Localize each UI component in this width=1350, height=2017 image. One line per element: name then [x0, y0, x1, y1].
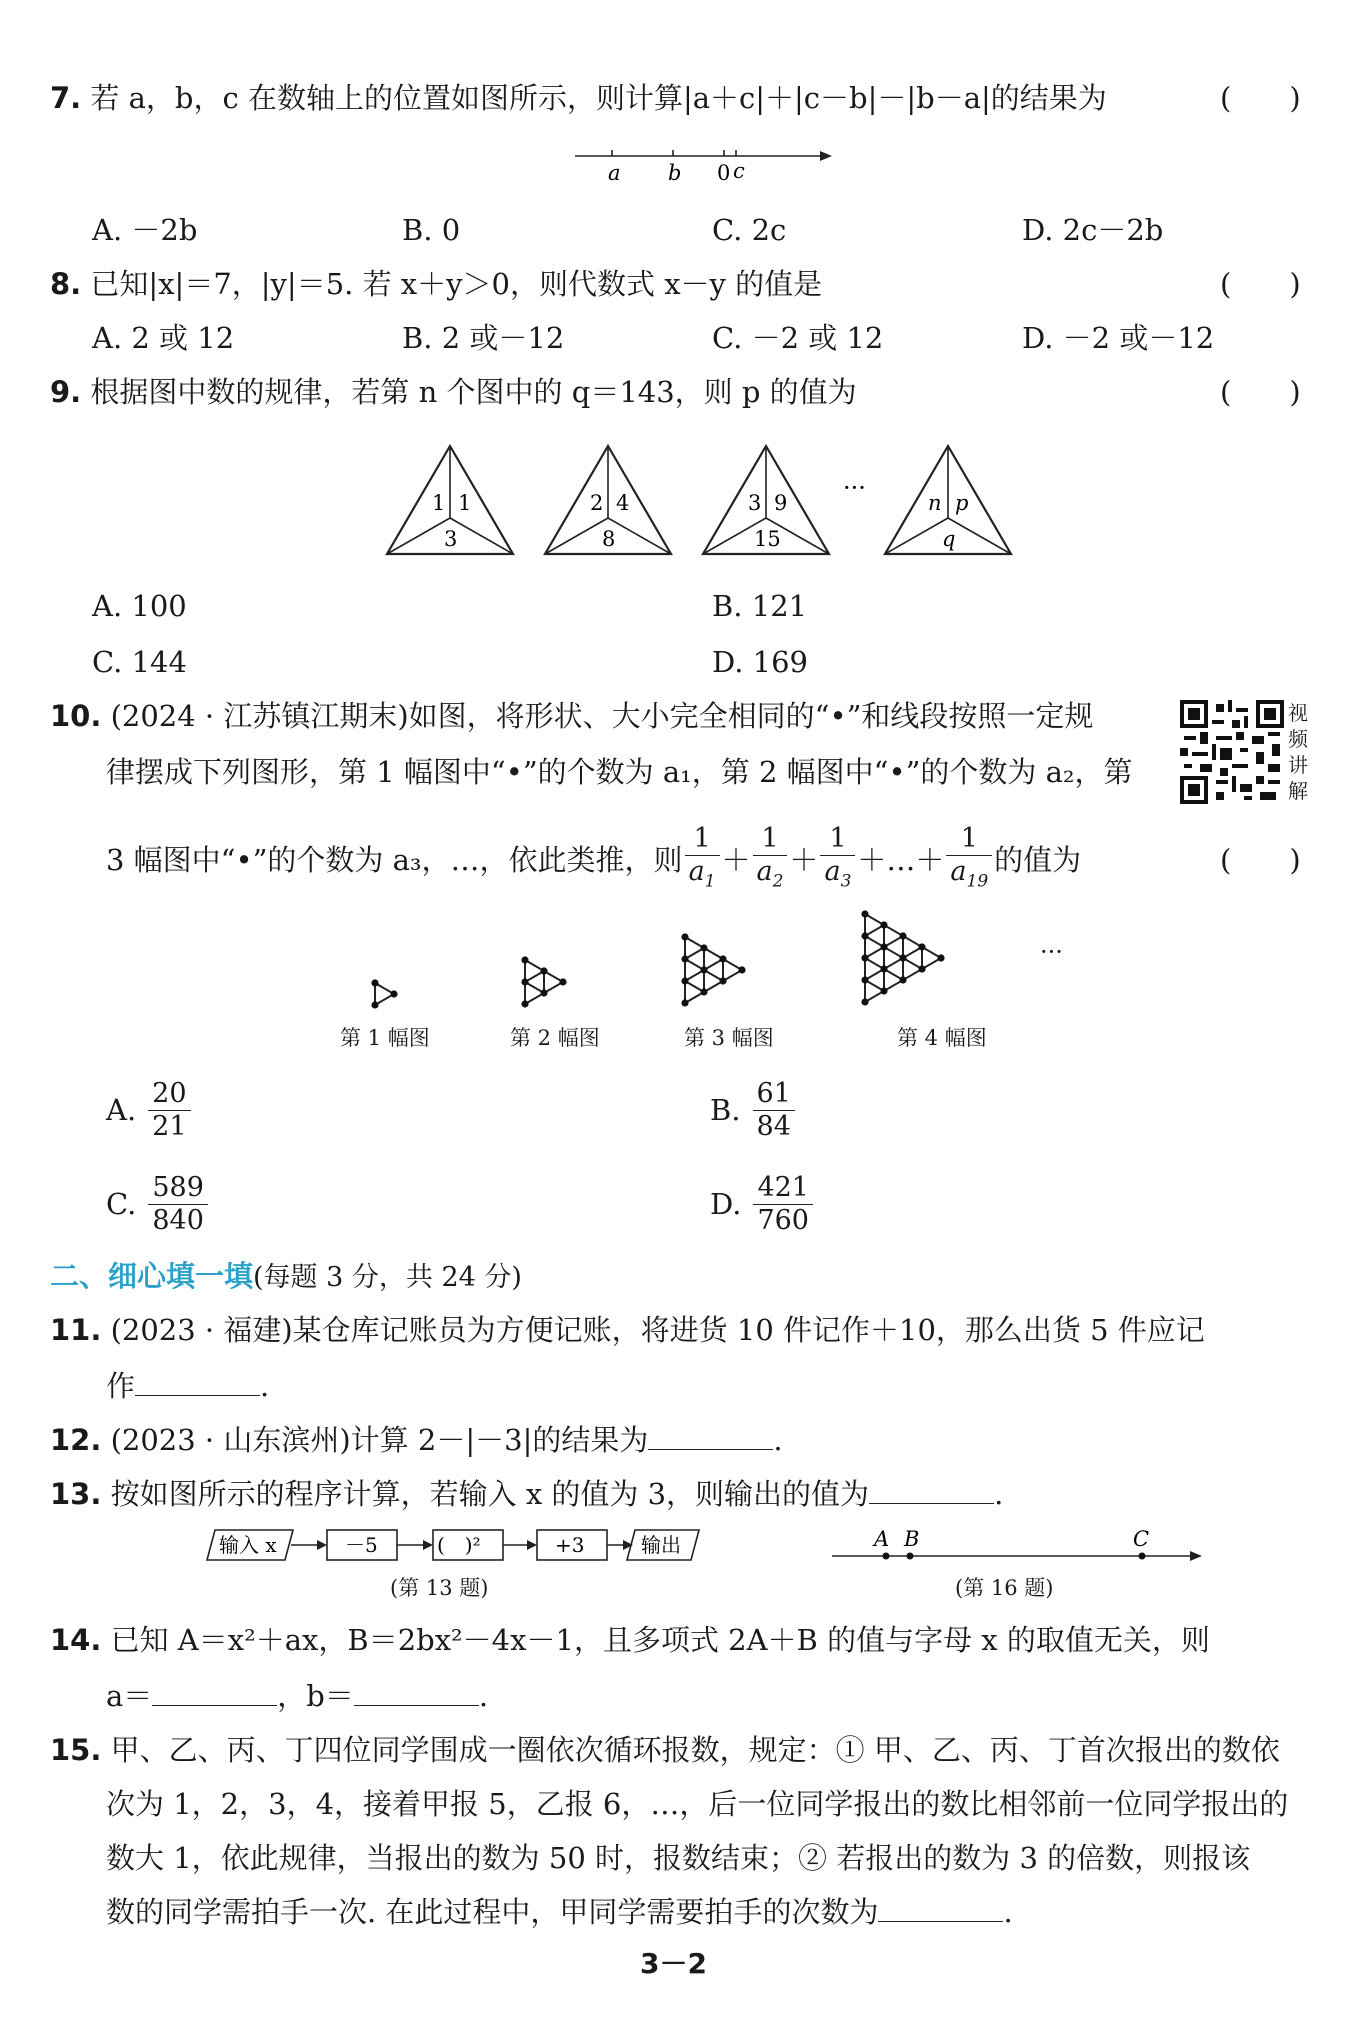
dot [521, 956, 528, 963]
qr-video-label: 视 频 讲 解 [1288, 701, 1308, 803]
label-b: B [904, 1527, 920, 1551]
plus-sign: ＋ [721, 843, 751, 877]
program-flowchart [205, 1526, 705, 1566]
option-fraction: $\frac{421}{760}$ [753, 1172, 813, 1237]
figure-caption-16: (第 16 题) [955, 1576, 1054, 1600]
dot-pattern-figures [360, 910, 1080, 1020]
figure-caption-2: 第 2 幅图 [510, 1026, 600, 1050]
question-number: 15. [50, 1733, 102, 1767]
option-b[interactable]: B. 0 [402, 213, 461, 247]
number-line-arrow [820, 151, 832, 161]
input-label: 输入 x [219, 1533, 277, 1557]
arrow-icon [317, 1540, 327, 1550]
plus-ellipsis: ＋…＋ [857, 843, 945, 877]
question-number: 12. [50, 1423, 102, 1457]
question-7 [50, 78, 1107, 118]
number-line-figure [570, 140, 840, 185]
label-c: C [1133, 1527, 1150, 1551]
arrow-icon [527, 1540, 537, 1550]
question-number: 10. [50, 699, 102, 733]
ellipsis: ··· [843, 474, 866, 502]
dot-figure-1 [371, 979, 397, 1008]
question-number: 8. [50, 267, 82, 301]
dot [700, 944, 707, 951]
option-b[interactable]: B. 121 [712, 589, 808, 623]
triangle-n [885, 446, 1011, 554]
option-fraction: $\frac{20}{21}$ [148, 1078, 190, 1143]
fraction-term-2 [753, 823, 788, 897]
dot [540, 989, 547, 996]
answer-blank-a[interactable] [152, 1677, 277, 1706]
arrow-icon [423, 1540, 433, 1550]
square-label: ( )² [437, 1533, 481, 1557]
option-a[interactable]: A. 2 或 12 [92, 321, 235, 355]
dot [371, 1001, 378, 1008]
question-11 [50, 1310, 1205, 1350]
dot [700, 988, 707, 995]
option-fraction: $\frac{61}{84}$ [753, 1078, 795, 1143]
dot [390, 990, 397, 997]
dot [899, 954, 906, 961]
plus3-label: +3 [555, 1533, 585, 1557]
point-a [883, 1553, 890, 1560]
dot [681, 955, 688, 962]
option-b[interactable]: B. 2 或－12 [402, 321, 565, 355]
frac-num: 1 [960, 822, 978, 854]
triangle-right-value: 1 [458, 491, 472, 515]
triangle-bottom-value: q [942, 527, 956, 551]
frac-den: $a_{19}$ [946, 855, 992, 897]
option-d[interactable]: D. －2 或－12 [1022, 321, 1215, 355]
option-fraction: $\frac{589}{840}$ [148, 1172, 208, 1237]
dot-figure-3 [681, 933, 745, 1006]
dot [738, 966, 745, 973]
dot [540, 967, 547, 974]
option-d[interactable]: D. 2c－2b [1022, 213, 1164, 247]
dot [880, 965, 887, 972]
dot [681, 999, 688, 1006]
option-c[interactable]: C. $\frac{589}{840}$ [106, 1164, 210, 1244]
dot [861, 910, 868, 917]
question-number: 11. [50, 1313, 102, 1347]
option-d[interactable]: D. $\frac{421}{760}$ [710, 1164, 815, 1244]
fraction-term-19 [946, 823, 992, 897]
dot [880, 943, 887, 950]
dot [681, 977, 688, 984]
answer-paren: ( ) [1220, 81, 1301, 115]
plus-sign: ＋ [789, 843, 819, 877]
triangle-right-value: p [955, 491, 969, 515]
frac-den: $a_1$ [685, 855, 720, 897]
triangle-bottom-value: 3 [444, 527, 458, 551]
point-c [1139, 1553, 1146, 1560]
frac-den: $a_3$ [820, 855, 855, 897]
answer-blank[interactable] [648, 1421, 773, 1450]
answer-blank[interactable] [869, 1475, 994, 1504]
section-heading [50, 1256, 522, 1298]
answer-blank[interactable] [135, 1367, 260, 1396]
question-text: 已知|x|＝7，|y|＝5. 若 x＋y＞0，则代数式 x－y 的值是 [90, 267, 823, 301]
triangle-bottom-value: 15 [754, 527, 781, 551]
question-text-line2: 作 . [106, 1369, 270, 1403]
triangle-right-value: 9 [774, 491, 788, 515]
dot [719, 977, 726, 984]
question-14-answers: a＝ ，b＝ . [106, 1679, 489, 1713]
dot [861, 976, 868, 983]
question-number: 14. [50, 1623, 102, 1657]
line3-prefix: 3 幅图中“•”的个数为 a₃，…，依此类推，则 [106, 843, 683, 877]
question-number: 9. [50, 375, 82, 409]
dot [371, 979, 378, 986]
option-d[interactable]: D. 169 [712, 645, 809, 679]
answer-paren: ( ) [1220, 375, 1301, 409]
triangle-bottom-value: 8 [602, 527, 616, 551]
question-text: 根据图中数的规律，若第 n 个图中的 q＝143，则 p 的值为 [90, 375, 857, 409]
dot [719, 955, 726, 962]
dot [937, 954, 944, 961]
line-arrow [1190, 1551, 1202, 1561]
dot [899, 932, 906, 939]
section-note: (每题 3 分，共 24 分) [253, 1262, 522, 1293]
question-text: 若 a，b，c 在数轴上的位置如图所示，则计算|a＋c|＋|c－b|－|b－a|的结果为 [90, 81, 1107, 115]
option-a[interactable]: A. 100 [92, 589, 187, 623]
question-15 [50, 1730, 1280, 1770]
minus5-label: －5 [345, 1533, 378, 1557]
label-b: b [668, 161, 682, 185]
frac-num: 1 [829, 822, 847, 854]
option-c[interactable]: C. －2 或 12 [712, 321, 884, 355]
question-text-line3 [106, 822, 1082, 895]
triangle-left-value: 1 [432, 491, 446, 515]
dot [559, 978, 566, 985]
dot [700, 966, 707, 973]
question-9 [50, 372, 857, 412]
question-13: 13. 按如图所示的程序计算，若输入 x 的值为 3，则输出的值为 . [50, 1477, 1004, 1511]
ellipsis: ··· [1040, 938, 1063, 966]
points-line-figure [830, 1526, 1210, 1566]
figure-caption-4: 第 4 幅图 [897, 1026, 987, 1050]
question-text-line4: 数的同学需拍手一次. 在此过程中，甲同学需要拍手的次数为 . [106, 1895, 1013, 1929]
question-text: 按如图所示的程序计算，若输入 x 的值为 3，则输出的值为 [110, 1477, 870, 1511]
option-b[interactable]: B. $\frac{61}{84}$ [710, 1070, 797, 1150]
triangle-2 [545, 446, 671, 554]
dot [861, 954, 868, 961]
dot [681, 933, 688, 940]
label-a: a [608, 161, 621, 185]
fraction-term-1 [685, 823, 720, 897]
dot-figure-2 [521, 956, 566, 1007]
option-a[interactable]: A. －2b [92, 213, 198, 247]
triangle-pattern-figure [380, 440, 1020, 560]
answer-blank-b[interactable] [354, 1677, 479, 1706]
dot [880, 987, 887, 994]
dot [899, 976, 906, 983]
dot-figure-4 [861, 910, 944, 1005]
triangle-left-value: n [928, 491, 942, 515]
triangle-left-value: 2 [590, 491, 604, 515]
frac-den: $a_2$ [753, 855, 788, 897]
label-a: A [874, 1527, 890, 1551]
question-10 [50, 696, 1093, 736]
question-number: 7. [50, 81, 82, 115]
dot [918, 943, 925, 950]
question-text-line3: 数大 1，依此规律，当报出的数为 50 时，报数结束；② 若报出的数为 3 的倍数，则报该 [106, 1841, 1251, 1875]
question-text-line2: 次为 1，2，3，4，接着甲报 5，乙报 6，…，后一位同学报出的数比相邻前一位同学报出的 [106, 1787, 1289, 1821]
option-c[interactable]: C. 2c [712, 213, 787, 247]
question-text-line1: 已知 A＝x²＋ax，B＝2bx²－4x－1，且多项式 2A＋B 的值与字母 x 的取值无关，则 [110, 1623, 1210, 1657]
option-a[interactable]: A. $\frac{20}{21}$ [106, 1070, 193, 1150]
dot [880, 921, 887, 928]
question-14 [50, 1620, 1210, 1660]
question-text-line2: 律摆成下列图形，第 1 幅图中“•”的个数为 a₁，第 2 幅图中“•”的个数为 a₂，第 [106, 755, 1133, 789]
answer-paren: ( ) [1220, 267, 1301, 301]
qr-code-icon[interactable] [1180, 700, 1284, 804]
question-number: 13. [50, 1477, 102, 1511]
dot [918, 965, 925, 972]
figure-caption-13: (第 13 题) [390, 1576, 489, 1600]
question-12: 12. (2023 · 山东滨州)计算 2－|－3|的结果为 . [50, 1423, 783, 1457]
page-number: 3－2 [640, 1947, 707, 1980]
output-label: 输出 [641, 1533, 681, 1557]
figure-caption-1: 第 1 幅图 [340, 1026, 430, 1050]
question-text-line1: (2024 · 江苏镇江期末)如图，将形状、大小完全相同的“•”和线段按照一定规 [110, 699, 1094, 733]
question-8 [50, 264, 822, 304]
question-text-line1: 甲、乙、丙、丁四位同学围成一圈依次循环报数，规定：① 甲、乙、丙、丁首次报出的数依 [110, 1733, 1280, 1767]
answer-paren: ( ) [1220, 843, 1301, 877]
answer-blank[interactable] [878, 1893, 1003, 1922]
triangle-1 [387, 446, 513, 554]
label-c: c [733, 159, 745, 183]
dot [861, 998, 868, 1005]
dot [861, 932, 868, 939]
fraction-term-3 [820, 823, 855, 897]
label-0: 0 [717, 161, 731, 185]
section-title: 二、细心填一填 [50, 1259, 254, 1293]
line3-suffix: 的值为 [994, 843, 1082, 877]
question-text-line1: (2023 · 福建)某仓库记账员为方便记账，将进货 10 件记作＋10，那么出货 5 件应记 [110, 1313, 1205, 1347]
point-b [907, 1553, 914, 1560]
triangle-right-value: 4 [616, 491, 630, 515]
figure-caption-3: 第 3 幅图 [684, 1026, 774, 1050]
triangle-left-value: 3 [748, 491, 762, 515]
dot [521, 1000, 528, 1007]
frac-num: 1 [693, 822, 711, 854]
frac-num: 1 [761, 822, 779, 854]
dot [521, 978, 528, 985]
triangle-3 [703, 446, 829, 554]
option-c[interactable]: C. 144 [92, 645, 187, 679]
question-text: (2023 · 山东滨州)计算 2－|－3|的结果为 [110, 1423, 649, 1457]
